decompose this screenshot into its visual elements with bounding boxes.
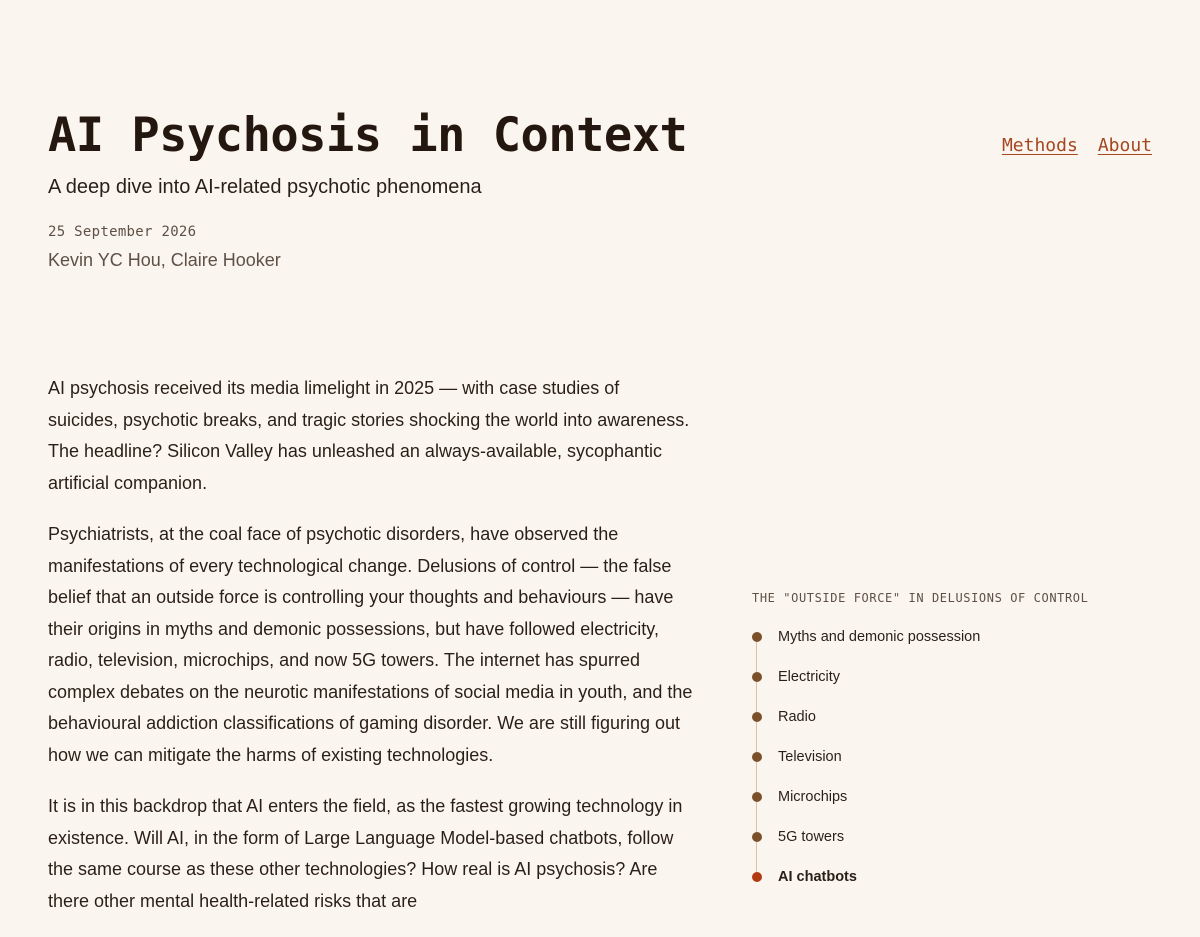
timeline-item-active <box>752 867 1152 907</box>
timeline-item-label: Electricity <box>778 669 841 685</box>
article-paragraph-3: It is in this backdrop that AI enters the field, as the fastest growing technology in existence. Will AI, in the form of Large Language Model-based chatbots, follow the same course as these other technologies? How real is AI psychosis? Are there other mental health-related risks that are <box>48 796 683 911</box>
top-nav <box>1002 135 1152 156</box>
timeline-dot <box>752 752 762 762</box>
timeline-list <box>752 627 1152 907</box>
timeline-dot <box>752 632 762 642</box>
nav-link-about[interactable]: About <box>1097 135 1152 156</box>
timeline-item <box>752 747 1152 787</box>
timeline-dot <box>752 672 762 682</box>
article-paragraph-2: Psychiatrists, at the coal face of psychotic disorders, have observed the manifestations of every technological change. Delusions of control — the false belief that an outside force is controlling your thoughts and behaviours — have their origins in myths and demonic possessions, but have followed electricity, radio, television, microchips, and now 5G towers. The internet has spurred complex debates on the neurotic manifestations of social media in youth, and the behavioural addiction classifications of gaming disorder. We are still figuring out how we can mitigate the harms of existing technologies. <box>48 524 693 765</box>
timeline-item-label: Microchips <box>778 789 848 805</box>
nav-link-methods[interactable]: Methods <box>1001 135 1078 156</box>
timeline-dot-active <box>752 872 762 882</box>
timeline-dot <box>752 792 762 802</box>
timeline-item <box>752 707 1152 747</box>
publish-date: 25 September 2026 <box>48 224 197 240</box>
timeline-item <box>752 627 1152 667</box>
timeline-item <box>752 827 1152 867</box>
timeline-item-label-active: AI chatbots <box>778 869 857 885</box>
timeline-dot <box>752 832 762 842</box>
page-title: AI Psychosis in Context <box>48 108 688 163</box>
timeline-item <box>752 787 1152 827</box>
timeline-dot <box>752 712 762 722</box>
article-paragraph-1: AI psychosis received its media limelight in 2025 — with case studies of suicides, psychotic breaks, and tragic stories shocking the world into awareness. The headline? Silicon Valley has unleashed an always-available, sycophantic artificial companion. <box>48 378 690 493</box>
page-subtitle: A deep dive into AI-related psychotic phenomena <box>48 176 482 198</box>
timeline-heading: THE "OUTSIDE FORCE" IN DELUSIONS OF CONTROL <box>752 591 1089 605</box>
timeline-item <box>752 667 1152 707</box>
timeline-item-label: Myths and demonic possession <box>778 629 981 645</box>
timeline-item-label: Radio <box>778 709 816 725</box>
article-body <box>48 373 693 937</box>
timeline-item-label: Television <box>778 749 842 765</box>
authors: Kevin YC Hou, Claire Hooker <box>48 250 281 270</box>
timeline-item-label: 5G towers <box>778 829 845 845</box>
timeline-sidebar <box>752 591 1152 907</box>
